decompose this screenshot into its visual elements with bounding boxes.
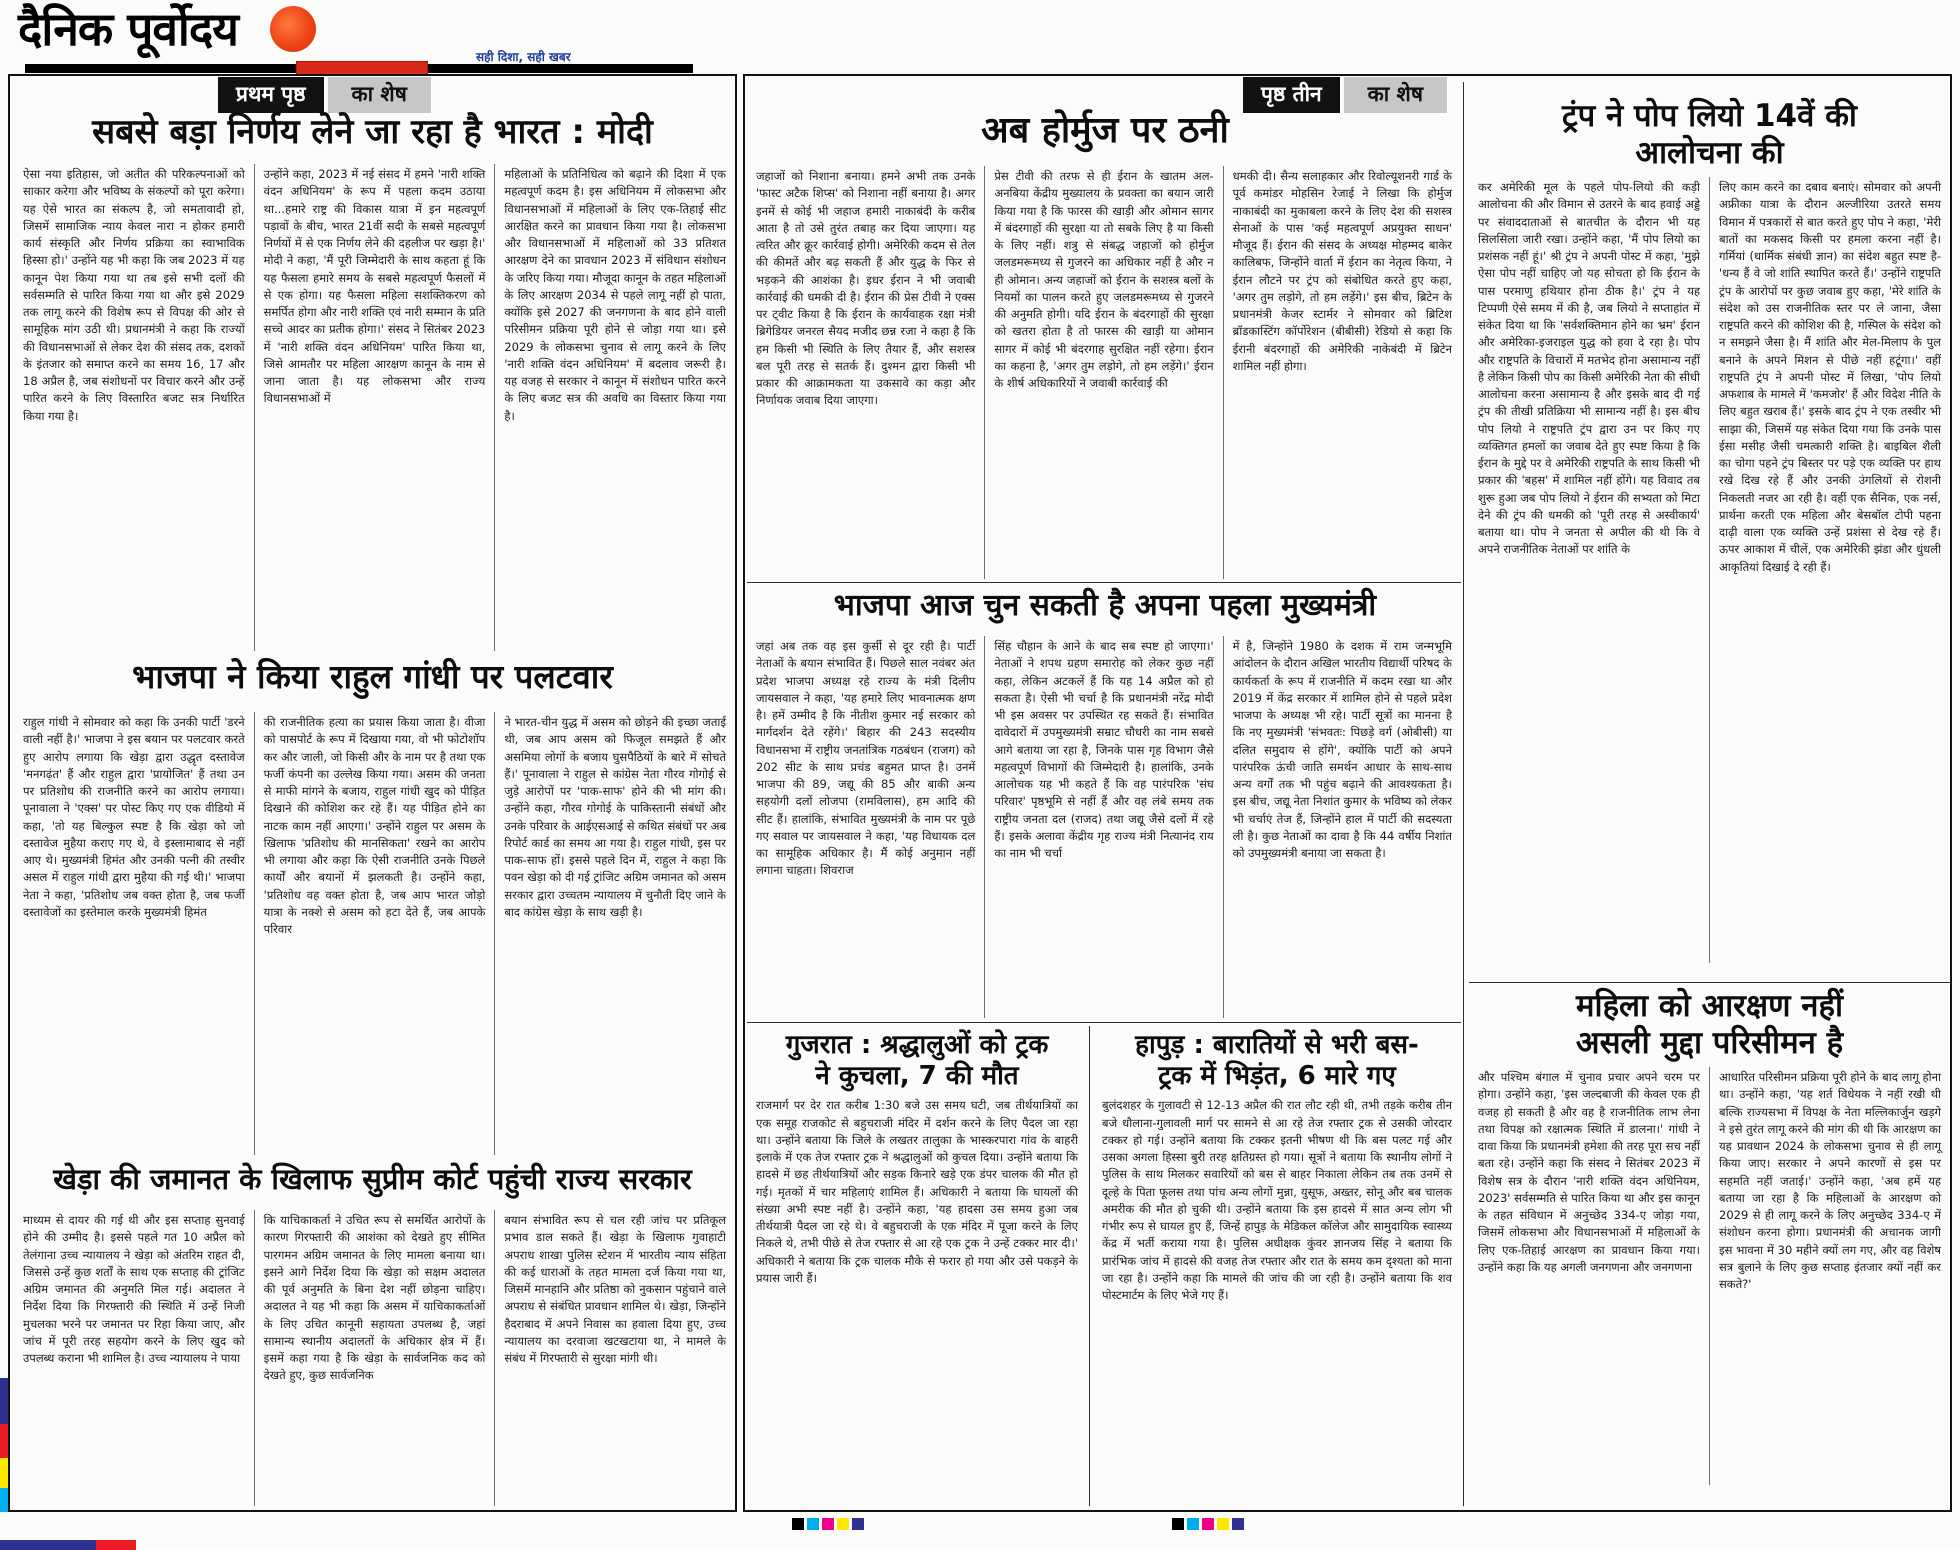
reg-magenta — [822, 1518, 834, 1530]
article-mahila-col1: और पश्चिम बंगाल में चुनाव प्रचार अपने चरम पर होगा। उन्होंने कहा, 'इस जल्दबाजी की केवल एक ही वजह हो सकती है और वह है राजनीतिक लाभ लेना तथा विपक्ष को रक्षात्मक स्थिति में डालना।' गांधी ने दावा किया कि प्रधानमंत्री हमेशा की तरह पूरा सच नहीं बता रहे। उन्होंने कहा कि संसद ने सितंबर 2023 में विशेष सत्र के दौरान 'नारी शक्ति वंदन अधिनियम, 2023' सर्वसम्मति से पारित किया था और इस कानून के तहत संविधान में अनुच्छेद 334-ए जोड़ा गया, जिसमें लोकसभा और विधानसभाओं में महिलाओं के लिए एक-तिहाई आरक्षण का प्रावधान किया गया। उन्होंने कहा कि यह अगली जनगणना और जनगणना — [1478, 1070, 1700, 1274]
article-hormuz-col3: धमकी दी। सैन्य सलाहकार और रिवोल्यूशनरी गार्ड के पूर्व कमांडर मोहसिन रेजाई ने लिखा कि होर्मुज नाकाबंदी का मुकाबला करने के लिए देश की सशस्त्र सेनाओं के पास 'कई महत्वपूर्ण अप्रयुक्त साधन' मौजूद हैं। ईरान की संसद के अध्यक्ष मोहम्मद बाकेर कालिबफ, जिन्होंने वार्ता में ईरान का नेतृत्व किया, ने ईरान लौटने पर ट्रंप को संबोधित करते हुए कहा, 'अगर तुम लड़ोगे, तो हम लड़ेंगे।' इस बीच, ब्रिटेन के प्रधानमंत्री केजर स्टार्मर ने सोमवार को ब्रिटिश ब्रॉडकास्टिंग कॉर्पोरेशन (बीबीसी) रेडियो से कहा कि ईरानी बंदरगाहों की अमेरिकी नाकेबंदी में ब्रिटेन शामिल नहीं होगा। — [1223, 166, 1461, 579]
reg-cyan — [1187, 1518, 1199, 1530]
masthead — [18, 4, 718, 74]
reg-blue — [852, 1518, 864, 1530]
headline-trump-line1: ट्रंप ने पोप लियो 14वें की — [1562, 98, 1857, 134]
reg-black — [792, 1518, 804, 1530]
right-page-rest-tab: का शेष — [1344, 77, 1447, 113]
article-kheda-body — [14, 1210, 735, 1506]
article-modi-col1: ऐसा नया इतिहास, जो अतीत की परिकल्पनाओं को साकार करेगा और भविष्य के संकल्पों को पूरा करेगा। यह ऐसे भारत का संकल्प है, जो समतावादी हो, जिसमें सामाजिक न्याय केवल नारा न होकर हमारी कार्य संस्कृति और निर्णय प्रक्रिया का स्वाभाविक हिस्सा हो।' उन्होंने यह भी कहा कि जब 2023 में यह कानून पेश किया गया था तब इसे सभी दलों की सर्वसम्मति से पारित किया गया था और इसे 2029 तक लागू करने की विशेष रूप से विपक्ष की ओर से सामूहिक मांग उठी थी। प्रधानमंत्री ने कहा कि राज्यों की विधानसभाओं से लेकर देश की संसद तक, दशकों के इंतजार को समाप्त करने का समय 16, 17 और 18 अप्रैल है, जब संशोधनों पर विचार करने और उन्हें पारित करने के लिए विस्तारित बजट सत्र निर्धारित किया गया है। — [23, 167, 245, 423]
headline-gujarat-line2: ने कुचला, 7 की मौत — [815, 1060, 1019, 1091]
headline-hormuz: अब होर्मुज पर ठनी — [981, 110, 1229, 151]
left-page-rest-tab: का शेष — [328, 77, 431, 113]
article-trump-col1: कर अमेरिकी मूल के पहले पोप-लियो की कड़ी आलोचना की और विमान से उतरने के बाद हवाई अड्डे पर संवाददाताओं से बातचीत के दौरान भी यह सिलसिला जारी रखा। उन्होंने कहा, 'मैं पोप लियो का प्रशंसक नहीं हूं।' श्री ट्रंप ने अपनी पोस्ट में कहा, 'मुझे ऐसा पोप नहीं चाहिए जो यह सोचता हो कि ईरान के पास परमाणु हथियार होना ठीक है।' ट्रंप ने यह टिप्पणी ऐसे समय में की है, जब लियो ने सप्ताहांत में संकेत दिया था कि 'सर्वशक्तिमान होने का भ्रम' ईरान और अमेरिका-इजराइल युद्ध को हवा दे रहा है। पोप और राष्ट्रपति के विचारों में मतभेद होना असामान्य नहीं है लेकिन किसी पोप का किसी अमेरिकी नेता की सीधी आलोचना करना असामान्य है और इसके बाद दी गई ट्रंप की तीखी प्रतिक्रिया भी सामान्य नहीं है। इस बीच पोप लियो ने राष्ट्रपति ट्रंप द्वारा उन पर किए गए व्यक्तिगत हमलों का जवाब देते हुए स्पष्ट किया है कि ईरान के मुद्दे पर वे अमेरिकी राष्ट्रपति के साथ किसी भी प्रकार की 'बहस' में शामिल नहीं होंगे। यह विवाद तब शुरू हुआ जब पोप लियो ने ईरान की सभ्यता को मिटा देने की ट्रंप की धमकी को 'पूरी तरह से अस्वीकार्य' बताया था। पोप ने जनता से अपील की थी कि वे अपने राजनीतिक नेताओं पर शांति के — [1478, 180, 1700, 557]
article-modi-body — [14, 164, 735, 651]
article-mahila-body — [1469, 1067, 1950, 1485]
article-trump — [1469, 98, 1950, 963]
article-trump-col2: लिए काम करने का दबाव बनाएं। सोमवार को अपनी अफ्रीका यात्रा के दौरान अल्जीरिया उतरते समय विमान में पत्रकारों से बात करते हुए पोप ने कहा, 'मेरी बातों का मकसद किसी पर हमला करना नहीं है। गर्मियां (धार्मिक संबंधी ज्ञान) का संदेश बहुत स्पष्ट है- 'धन्य हैं वे जो शांति स्थापित करते हैं।' उन्होंने राष्ट्रपति ट्रंप के आरोपों पर कुछ जवाब हुए कहा, 'मेरे शांति के संदेश को उस राजनीतिक स्तर पर ले जाना, जैसा राष्ट्रपति करने की कोशिश की है, गस्पिल के संदेश को न समझने जैसा है। मैं शांति और मेल-मिलाप के पुल बनाने के अपने मिशन से पीछे नहीं हटूंगा।' वहीं राष्ट्रपति ट्रंप ने अपनी पोस्ट में लिखा, 'पोप लियो अफशाब के मामले में 'कमजोर' हैं और विदेश नीति के लिए बहुत खराब हैं।' इसके बाद ट्रंप ने एक तस्वीर भी साझा की, जिसमें यह संकेत दिया गया कि उनके पास ईसा मसीह जैसी चमत्कारी शक्ति है। बाइबिल शैली का चोगा पहने ट्रंप बिस्तर पर पड़े एक व्यक्ति पर हाथ रखे दिख रहे हैं और उनकी उंगलियों से रोशनी निकलती नजर आ रही है। वहीं एक सैनिक, एक नर्स, प्रार्थना करती एक महिला और बेसबॉल टोपी पहना दाढ़ी वाला एक व्यक्ति उन्हें प्रशंसा से देख रहे हैं। ऊपर आकाश में चीलें, एक अमेरिकी झंडा और धुंधली आकृतियां दिखाई दे रही हैं। — [1709, 177, 1950, 963]
reg-cyan — [807, 1518, 819, 1530]
article-rahul-col1: राहुल गांधी ने सोमवार को कहा कि उनकी पार्टी 'डरने वाली नहीं है।' भाजपा ने इस बयान पर पलटवार करते हुए आरोप लगाया कि खेड़ा द्वारा उद्धृत दस्तावेज 'मनगढ़ंत' हैं और राहुल द्वारा 'प्रायोजित' हैं तथा उन पर प्रतिशोध की राजनीति करने का आरोप लगाया। पूनावाला ने 'एक्स' पर पोस्ट किए गए एक वीडियो में कहा, 'तो यह बिल्कुल स्पष्ट है कि खेड़ा को जो दस्तावेज मुहैया कराए गए थे, वे इस्लामाबाद से नहीं आए थे। मुख्यमंत्री हिमंत और उनकी पत्नी की तस्वीर असल में राहुल गांधी द्वारा मुहैया की गई थी।' भाजपा नेता ने कहा, 'प्रतिशोध जब वक्त होता है, जब फर्जी दस्तावेजों का इस्तेमाल करके मुख्यमंत्री हिमंत — [23, 715, 245, 919]
article-hapur — [1093, 1030, 1461, 1493]
headline-hapur-line1: हापुड़ : बारातियों से भरी बस- — [1135, 1030, 1419, 1060]
headline-gujarat-line1: गुजरात : श्रद्धालुओं को ट्रक — [785, 1030, 1049, 1060]
article-kheda-col1: माध्यम से दायर की गई थी और इस सप्ताह सुनवाई होने की उम्मीद है। इससे पहले गत 10 अप्रैल को तेलंगाना उच्च न्यायालय ने खेड़ा को अंतरिम राहत दी, जिससे उन्हें कुछ शर्तों के साथ एक सप्ताह की ट्रांजिट अग्रिम जमानत की अनुमति मिल गई। अदालत ने निर्देश दिया कि गिरफ्तारी की स्थिति में उन्हें निजी मुचलका भरने पर जमानत पर रिहा किया जाए, और जांच में पूरी तरह सहयोग करने के लिए खुद को उपलब्ध कराना भी शामिल है। उच्च न्यायालय ने पाया — [23, 1213, 245, 1365]
headline-mahila-line1: महिला को आरक्षण नहीं — [1576, 988, 1843, 1024]
registration-marks-left — [792, 1518, 864, 1530]
article-kheda-col3: बयान संभावित रूप से चल रही जांच पर प्रतिकूल प्रभाव डाल सकते हैं। खेड़ा के खिलाफ गुवाहाटी अपराध शाखा पुलिस स्टेशन में भारतीय न्याय संहिता की कई धाराओं के तहत मामला दर्ज किया गया था, जिसमें मानहानि और प्रतिष्ठा को नुकसान पहुंचाने वाले अपराध से संबंधित प्रावधान शामिल थे। खेड़ा, जिन्होंने हैदराबाद में अपने निवास का हवाला दिया हुए, उच्च न्यायालय का दरवाजा खटखटाया था, ने मामले के संबंध में गिरफ्तारी से सुरक्षा मांगी थी। — [494, 1210, 735, 1506]
headline-bjp-cm: भाजपा आज चुन सकती है अपना पहला मुख्यमंत्री — [833, 588, 1377, 623]
article-trump-body — [1469, 177, 1950, 963]
column-divider — [1089, 1026, 1090, 1506]
article-bjp-cm-col2: सिंह चौहान के आने के बाद सब स्पष्ट हो जाएगा।' नेताओं ने शपथ ग्रहण समारोह को लेकर कुछ नहीं कहा, लेकिन अटकलें हैं कि यह 14 अप्रैल को हो सकता है। ऐसी भी चर्चा है कि प्रधानमंत्री नरेंद्र मोदी भी इस अवसर पर उपस्थित रह सकते हैं। संभावित दावेदारों में उपमुख्यमंत्री सम्राट चौधरी का नाम सबसे आगे बताया जा रहा है, जिनके पास गृह विभाग जैसे महत्वपूर्ण विभागों की जिम्मेदारी है। हालांकि, उनके आलोचक यह भी कहते हैं कि वह पारंपरिक 'संघ परिवार' पृष्ठभूमि से नहीं हैं और वह लंबे समय तक राष्ट्रीय जनता दल (राजद) तथा जद्यू जैसे दलों में रहे हैं। इसके अलावा केंद्रीय गृह राज्य मंत्री नित्यानंद राय का नाम भी चर्चा — [984, 636, 1222, 1018]
article-mahila-col2: आधारित परिसीमन प्रक्रिया पूरी होने के बाद लागू होना था। उन्होंने कहा, 'यह शर्त विधेयक ने नहीं रखी थी बल्कि राज्यसभा में विपक्ष के नेता मल्लिकार्जुन खड़गे ने इसे तुरंत लागू करने की मांग की थी कि आरक्षण का यह प्रावधान 2024 के लोकसभा चुनाव से ही लागू किया जाए। सरकार ने अपने कारणों से इस पर सहमति नहीं जताई।' उन्होंने कहा, 'अब हमें यह बताया जा रहा है कि महिलाओं के आरक्षण को 2029 से ही लागू करने के लिए अनुच्छेद 334-ए में संशोधन करना होगा। प्रधानमंत्री की अचानक जागी इस भावना में 30 महीने क्यों लग गए, और वह विशेष सत्र बुलाने के लिए कुछ सप्ताह इंतजार क्यों नहीं कर सकते?' — [1709, 1067, 1950, 1485]
publisher-strip — [296, 61, 428, 75]
article-gujarat — [747, 1030, 1087, 1493]
registration-marks-right — [1172, 1518, 1244, 1530]
right-page-section — [743, 74, 1952, 1512]
logo-sun-icon — [270, 6, 316, 52]
right-page-tabs — [1243, 77, 1447, 113]
newspaper-title: दैनिक पूर्वोदय — [18, 2, 238, 56]
article-rahul-body — [14, 712, 735, 1155]
headline-trump-line2: आलोचना की — [1635, 134, 1784, 171]
article-bjp-cm-col1: जहां अब तक वह इस कुर्सी से दूर रही है। पार्टी नेताओं के बयान संभावित हैं। पिछले साल नवंबर अंत प्रदेश भाजपा अध्यक्ष रहे राज्य के मंत्री दिलीप जायसवाल ने कहा, 'यह हमारे लिए भावनात्मक क्षण है। हमें उम्मीद है कि नीतीश कुमार नई सरकार को मार्गदर्शन देते रहेंगे।' बिहार की 243 सदस्यीय विधानसभा में राष्ट्रीय जनतांत्रिक गठबंधन (राजग) को 202 सीट के साथ प्रचंड बहुमत प्राप्त है। उनमें भाजपा की 89, जद्यू की 85 और बाकी अन्य सहयोगी दलों लोजपा (रामविलास), हम आदि की सीट हैं। हालांकि, संभावित मुख्यमंत्री के नाम पर पूछे गए सवाल पर जायसवाल ने कहा, 'यह विधायक दल का सामूहिक अधिकार है। मैं कोई अनुमान नहीं लगाना चाहता। शिवराज — [756, 639, 976, 878]
headline-hapur-line2: ट्रक में भिड़ंत, 6 मारे गए — [1158, 1060, 1396, 1091]
cutoff-rule — [747, 582, 1461, 583]
reg-yellow — [837, 1518, 849, 1530]
article-bjp-cm-body — [747, 636, 1461, 1018]
reg-black — [1172, 1518, 1184, 1530]
headline-mahila-line2: असली मुद्दा परिसीमन है — [1575, 1024, 1844, 1061]
reg-yellow — [1217, 1518, 1229, 1530]
article-hormuz-col2: प्रेस टीवी की तरफ से ही ईरान के खातम अल-अनबिया केंद्रीय मुख्यालय के प्रवक्ता का बयान जारी किया गया है कि फारस की खाड़ी और ओमान सागर में बंदरगाहों की सुरक्षा या तो सबके लिए है या किसी के लिए नहीं। शत्रु से संबद्ध जहाजों को होर्मुज जलडमरूमध्य से गुजरने का अधिकार नहीं है और न ही ओमान। अन्य जहाजों को ईरान के सशस्त्र बलों के नियमों का पालन करते हुए जलडमरूमध्य से गुजरने की अनुमति होगी। यदि ईरान के बंदरगाहों की सुरक्षा को खतरा होता है तो फारस की खाड़ी या ओमान सागर में कोई भी बंदरगाह सुरक्षित नहीं रहेगा। ईरान का कहना है, 'अगर तुम लड़ोगे, तो हम लड़ेंगे।' ईरान के शीर्ष अधिकारियों ने जवाबी कार्रवाई की — [984, 166, 1222, 579]
left-page-section — [8, 74, 737, 1512]
left-page-tabs — [218, 77, 431, 113]
section-divider — [1463, 82, 1464, 1506]
bottom-edge-strip-red — [96, 1540, 136, 1550]
article-rahul-col2: की राजनीतिक हत्या का प्रयास किया जाता है। वीजा को पासपोर्ट के रूप में दिखाया गया, वो भी फोटोशॉप कर और जाली, जो किसी और के नाम पर है तथा एक फर्जी कंपनी का उल्लेख किया गया। असम की जनता से माफी मांगने के बजाय, राहुल गांधी खुद को पीड़ित दिखाने की कोशिश कर रहे हैं। यह पीड़ित होने का नाटक काम नहीं आएगा।' उन्होंने राहुल पर असम के खिलाफ 'प्रतिशोध की मानसिकता' रखने का आरोप भी लगाया और कहा कि ऐसी राजनीति उनके पिछले कार्यों और बयानों में झलकती है। उन्होंने कहा, 'प्रतिशोध वह वक्त होता है, जब आप भारत जोड़ो यात्रा के नक्शे से असम को हटा देते हैं, जब आपके परिवार — [254, 712, 495, 1155]
article-hapur-body: बुलंदशहर के गुलावटी से 12-13 अप्रैल की रात लौट रही थी, तभी तड़के करीब तीन बजे धौलाना-गुलावली मार्ग पर सामने से आ रहे तेज रफ्तार ट्रक से उसकी जोरदार टक्कर हो गई। उन्होंने बताया कि टक्कर इतनी भीषण थी कि बस पलट गई और उसका अगला हिस्सा बुरी तरह क्षतिग्रस्त हो गया। सूत्रों ने बताया कि स्थानीय लोगों ने पुलिस के साथ मिलकर सवारियों को बस से बाहर निकाला लेकिन तब तक उनमें से दूल्हे के पिता फूलस तथा पांच अन्य लोगों मुन्ना, युसूफ, अख्तर, सोनू और बब चालक अमरीक की मौत हो चुकी थी। उन्होंने बताया कि इस हादसे में सात अन्य लोग भी गंभीर रूप से घायल हुए हैं, जिन्हें हापुड़ के मेडिकल कॉलेज और सामुदायिक स्वास्थ्य केंद्र में भर्ती कराया गया है। पुलिस अधीक्षक कुंवर ज्ञानजय सिंह ने बताया कि प्रारंभिक जांच में हादसे की वजह तेज रफ्तार और रात के समय कम दृश्यता को माना जा रहा है। उन्होंने कहा कि मामले की जांच की जा रही है। उन्होंने बताया कि शव पोस्टमार्टम के लिए भेजे गए हैं। — [1102, 1098, 1452, 1303]
left-page-number-tab: प्रथम पृष्ठ — [218, 77, 324, 113]
reg-blue — [1232, 1518, 1244, 1530]
article-modi-col2: उन्होंने कहा, 2023 में नई संसद में हमने 'नारी शक्ति वंदन अधिनियम' के रूप में पहला कदम उठाया था...हमारे राष्ट्र की विकास यात्रा में इन महत्वपूर्ण पड़ावों के बीच, भारत 21वीं सदी के सबसे महत्वपूर्ण निर्णयों में से एक निर्णय लेने की दहलीज पर खड़ा है।' मोदी ने कहा, 'मैं पूरी जिम्मेदारी के साथ कहता हूं कि यह फैसला हमारे समय के सबसे महत्वपूर्ण फैसलों में से एक होगा। यह फैसला महिला सशक्तिकरण को समर्पित होगा और नारी शक्ति एवं नारी सम्मान के प्रति सच्चे आदर का प्रतीक होगा।' संसद ने सितंबर 2023 में 'नारी शक्ति वंदन अधिनियम' पारित किया था, जिसे आमतौर पर महिला आरक्षण कानून के नाम से जाना जाता है। यह लोकसभा और राज्य विधानसभाओं में — [254, 164, 495, 651]
headline-rahul: भाजपा ने किया राहुल गांधी पर पलटवार — [132, 657, 613, 696]
registration-strip — [0, 1488, 8, 1512]
cutoff-rule — [747, 1022, 1461, 1023]
article-gujarat-body: राजमार्ग पर देर रात करीब 1:30 बजे उस समय घटी, जब तीर्थयात्रियों का एक समूह राजकोट से बहुचराजी मंदिर में दर्शन करने के लिए पैदल जा रहा था। उन्होंने बताया कि जिले के लखतर तालुका के भास्करपारा गांव के बाहरी इलाके में एक तेज रफ्तार ट्रक ने श्रद्धालुओं को कुचल दिया। उन्होंने बताया कि हादसे में छह तीर्थयात्रियों और सड़क किनारे खड़े एक डंपर चालक की मौत हो गई। मृतकों में चार महिलाएं शामिल हैं। अधिकारी ने बताया कि घायलों की संख्या अभी स्पष्ट नहीं है। उन्होंने कहा, 'यह हादसा उस समय हुआ जब तीर्थयात्री पैदल जा रहे थे। वे बहुचराजी के एक मंदिर में पूजा करने के लिए निकले थे, तभी पीछे से तेज रफ्तार से आ रहे एक ट्रक ने उन्हें टक्कर मार दी।' अधिकारी ने बताया कि ट्रक चालक मौके से फरार हो गया और उसे पकड़ने के प्रयास जारी हैं। — [756, 1098, 1078, 1285]
article-hormuz-body — [747, 166, 1461, 579]
article-mahila — [1469, 988, 1950, 1485]
newspaper-tagline: सही दिशा, सही खबर — [476, 50, 571, 64]
reg-magenta — [1202, 1518, 1214, 1530]
article-kheda-col2: कि याचिकाकर्ता ने उचित रूप से समर्थित आरोपों के कारण गिरफ्तारी की आशंका को देखते हुए सीमित पारगमन अग्रिम जमानत के लिए मामला बनाया था। इसने आगे निर्देश दिया कि खेड़ा को सक्षम अदालत की पूर्व अनुमति के बिना देश नहीं छोड़ना चाहिए। अदालत ने यह भी कहा कि असम में याचिकाकर्ताओं के लिए उचित कानूनी सहायता उपलब्ध है, जहां सामान्य स्थानीय अदालतों के अधिकार क्षेत्र में हैं। इसमें कहा गया है कि खेड़ा के सार्वजनिक कद को देखते हुए, कुछ सार्वजनिक — [254, 1210, 495, 1506]
registration-strip — [0, 1424, 8, 1458]
article-hormuz-col1: जहाजों को निशाना बनाया। हमने अभी तक उनके 'फास्ट अटैक शिप्स' को निशाना नहीं बनाया है। अगर इनमें से कोई भी जहाज हमारी नाकाबंदी के करीब आता है तो उसे तुरंत तबाह कर दिया जाएगा। यह त्वरित और क्रूर कार्रवाई होगी। अमेरिकी कदम से तेल की कीमतें और बढ़ सकती हैं और युद्ध के फिर से भड़कने की आशंका है। इधर ईरान ने भी जवाबी कार्रवाई की धमकी दी है। ईरान की प्रेस टीवी ने एक्स पर ट्वीट किया है कि ईरान के कार्यवाहक रक्षा मंत्री ब्रिगेडियर जनरल सैयद मजीद छन्न रजा ने कहा है कि हम किसी भी स्थिति के लिए तैयार हैं, और सशस्त्र बल पूरी तरह से सतर्क हैं। दुश्मन द्वारा किसी भी प्रकार की आक्रामकता या उकसावे का कड़ा और निर्णायक जवाब दिया जाएगा। — [756, 169, 976, 408]
bottom-edge-strip-blue — [0, 1540, 96, 1550]
registration-strip — [0, 1378, 8, 1424]
article-modi-col3: महिलाओं के प्रतिनिधित्व को बढ़ाने की दिशा में एक महत्वपूर्ण कदम है। इस अधिनियम में लोकसभा और विधानसभाओं में महिलाओं के लिए एक-तिहाई सीट आरक्षित करने का प्रावधान किया गया है। लोकसभा और विधानसभाओं में महिलाओं को 33 प्रतिशत आरक्षण देने का प्रावधान 2023 में संविधान संशोधन के जरिए किया गया। मौजूदा कानून के तहत महिलाओं के लिए आरक्षण 2034 से पहले लागू नहीं हो पाता, क्योंकि इसे 2027 की जनगणना के बाद होने वाली परिसीमन प्रक्रिया पूरी होने से जोड़ा गया था। इसे 2029 के लोकसभा चुनाव से लागू करने के लिए 'नारी शक्ति वंदन अधिनियम' में बदलाव जरूरी है। यह वजह से सरकार ने कानून में संशोधन पारित करने के लिए बजट सत्र की अवधि का विस्तार किया गया है। — [494, 164, 735, 651]
article-bjp-cm-col3: में है, जिन्होंने 1980 के दशक में राम जन्मभूमि आंदोलन के दौरान अखिल भारतीय विद्यार्थी परिषद के कार्यकर्ता के रूप में राजनीति में कदम रखा था और 2019 में केंद्र सरकार में शामिल होने से पहले प्रदेश भाजपा के अध्यक्ष भी रहे। पार्टी सूत्रों का मानना है कि नए मुख्यमंत्री 'संभवतः: पिछड़े वर्ग (ओबीसी) या दलित समुदाय से होंगे', क्योंकि पार्टी को अपने पारंपरिक ऊंची जाति समर्थन आधार के साथ-साथ अन्य वर्गों तक भी पहुंच बढ़ाने की आवश्यकता है। इस बीच, जद्यू नेता निशांत कुमार के भविष्य को लेकर भी चर्चाएं तेज हैं, जिन्होंने हाल में पार्टी की सदस्यता ली है। कुछ नेताओं का दावा है कि 44 वर्षीय निशांत को उपमुख्यमंत्री बनाया जा सकता है। — [1223, 636, 1461, 1018]
headline-modi: सबसे बड़ा निर्णय लेने जा रहा है भारत : मोदी — [92, 112, 653, 152]
right-page-number-tab: पृष्ठ तीन — [1243, 77, 1340, 113]
registration-strip — [0, 1458, 8, 1488]
article-rahul-col3: ने भारत-चीन युद्ध में असम को छोड़ने की इच्छा जताई थी, जब आप असम को फिजूल समझते हैं और असमिया लोगों के बजाय घुसपैठियों के बारे में सोचते हैं।' पूनावाला ने राहुल से कांग्रेस नेता गौरव गोगोई से जुड़े आरोपों पर 'पाक-साफ' होने की भी मांग की। उन्होंने कहा, गौरव गोगोई के पाकिस्तानी संबंधों और उनके परिवार के आईएसआई से कथित संबंधों पर अब रिपोर्ट कार्ड का समय आ गया है। राहुल गांधी, इस पर पाक-साफ हों। इससे पहले दिन में, राहुल ने कहा कि पवन खेड़ा को दी गई ट्रांजिट अग्रिम जमानत को असम सरकार द्वारा उच्चतम न्यायालय में चुनौती दिए जाने के बाद कांग्रेस खेड़ा के साथ खड़ी है। — [494, 712, 735, 1155]
cutoff-rule — [1469, 982, 1950, 983]
headline-kheda: खेड़ा की जमानत के खिलाफ सुप्रीम कोर्ट पहुंची राज्य सरकार — [53, 1162, 692, 1196]
